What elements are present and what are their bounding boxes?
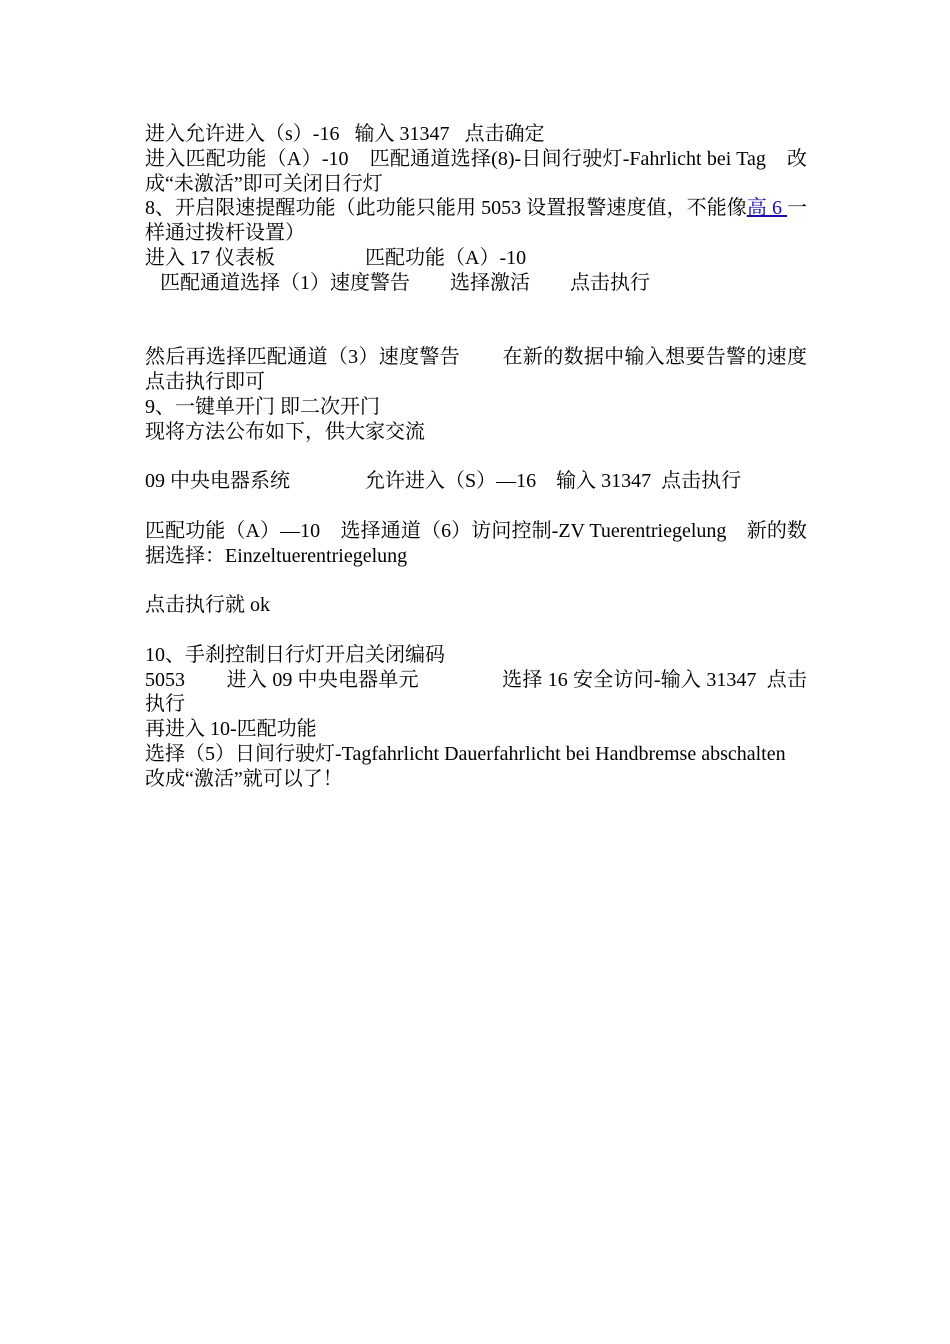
paragraph-instrument-panel: 进入 17 仪表板 匹配功能（A）-10 (145, 246, 527, 269)
paragraph-security-access: 5053 进入 09 中央电器单元 选择 16 安全访问-输入 31347 点击执行 (145, 668, 807, 716)
paragraph-handbrake-heading: 10、手刹控制日行灯开启关闭编码 (145, 643, 445, 666)
paragraph-activate: 改成“激活”就可以了！ (145, 767, 343, 790)
paragraph-execute-ok: 点击执行就 ok (145, 594, 270, 617)
paragraph-access-step: 进入允许进入（s）-16 输入 31347 点击确定 (145, 123, 545, 145)
paragraph-method-intro: 现将方法公布如下，供大家交流 (145, 420, 425, 443)
paragraph-speed-input: 然后再选择匹配通道（3）速度警告 在新的数据中输入想要告警的速度 点击执行即可 (145, 346, 882, 393)
document-body (145, 122, 882, 792)
spacer (145, 494, 807, 519)
paragraph-central-electrics: 09 中央电器系统 允许进入（S）—16 输入 31347 点击执行 (145, 470, 742, 493)
paragraph-single-door-heading: 9、一键单开门 即二次开门 (145, 395, 380, 418)
paragraph-speed-warning-heading (145, 196, 807, 246)
spacer (145, 618, 807, 643)
gao6-link[interactable]: 高 6 (746, 197, 788, 220)
paragraph-channel-5: 选择（5）日间行驶灯-Tagfahrlicht Dauerfahrlicht bei Handbremse abschalten (145, 742, 786, 765)
speed-warning-text-after: 一样通过拨杆设置） (145, 197, 808, 245)
spacer (145, 296, 807, 346)
paragraph-speed-warning-channel: 匹配通道选择（1）速度警告 选择激活 点击执行 (145, 271, 650, 294)
paragraph-daytime-light-off: 进入匹配功能（A）-10 匹配通道选择(8)-日间行驶灯-Fahrlicht bei Tag 改成“未激活”即可关闭日行灯 (145, 147, 807, 195)
spacer (145, 568, 807, 593)
speed-warning-text-before: 8、开启限速提醒功能（此功能只能用 5053 设置报警速度值，不能像 (145, 197, 747, 220)
paragraph-adaptation: 再进入 10-匹配功能 (145, 718, 317, 741)
spacer (145, 444, 807, 469)
paragraph-door-channel: 匹配功能（A）—10 选择通道（6）访问控制-ZV Tuerentriegelung 新的数据选择：Einzeltuerentriegelung (145, 519, 807, 567)
